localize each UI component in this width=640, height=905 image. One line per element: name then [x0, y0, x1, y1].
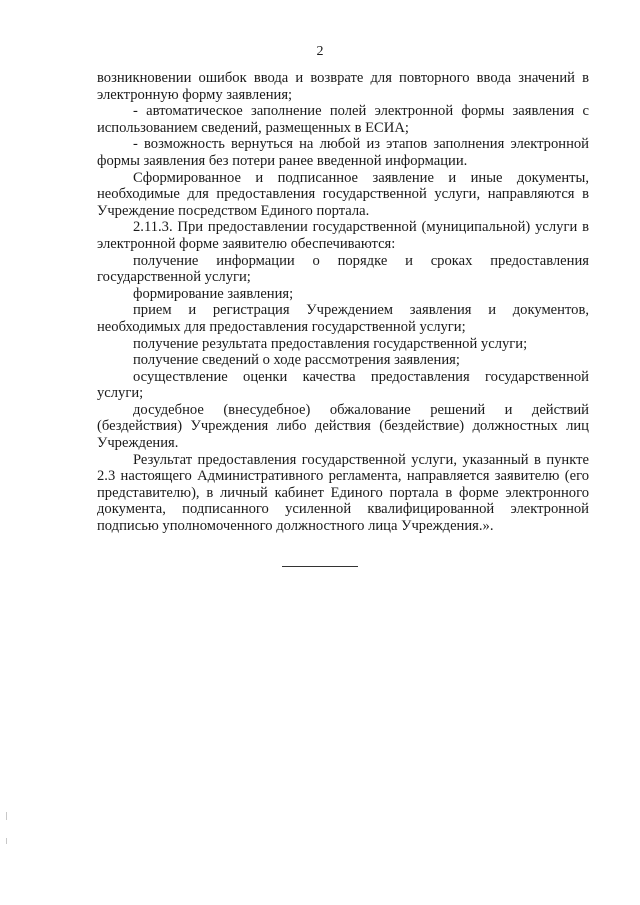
paragraph-result-delivery: Результат предоставления государственной услуги, указанный в пункте 2.3 настоящего Административного регламента, направляется заявителю (его представителю), в личный кабинет Единого портала в форме электронного документа, подписанного усиленной квалифицированной электронной подписью уполномоченного должностного лица Учреждения.».	[97, 451, 589, 535]
scan-margin-mark	[6, 838, 7, 844]
paragraph-submission: Сформированное и подписанное заявление и иные документы, необходимые для предоставления государственной услуги, направляются в Учреждение посредством Единого портала.	[97, 169, 589, 219]
list-item-appeal: досудебное (внесудебное) обжалование решений и действий (бездействия) Учреждения либо действия (бездействие) должностных лиц Учреждения.	[97, 401, 589, 452]
paragraph-return-to-step: - возможность вернуться на любой из этапов заполнения электронной формы заявления без потери ранее введенной информации.	[97, 136, 589, 169]
list-item-status: получение сведений о ходе рассмотрения заявления;	[133, 352, 460, 369]
paragraph-section-2-11-3: 2.11.3. При предоставлении государственной (муниципальной) услуги в электронной форме заявителю обеспечиваются:	[97, 219, 589, 252]
paragraph-autofill-esia: - автоматическое заполнение полей электронной формы заявления с использованием сведений, размещенных в ЕСИА;	[97, 103, 589, 136]
paragraph-input-errors: возникновении ошибок ввода и возврате для повторного ввода значений в электронную форму заявления;	[97, 70, 589, 103]
list-item-quality: осуществление оценки качества предоставления государственной услуги;	[97, 368, 589, 402]
list-item-info: получение информации о порядке и сроках предоставления государственной услуги;	[97, 252, 589, 286]
list-item-form: формирование заявления;	[133, 285, 294, 302]
list-item-registration: прием и регистрация Учреждением заявления и документов, необходимых для предоставления государственной услуги;	[97, 302, 589, 335]
document-body	[97, 70, 589, 535]
closing-separator-line	[282, 566, 358, 567]
list-item-result: получение результата предоставления государственной услуги;	[133, 335, 528, 352]
page-number: 2	[316, 44, 324, 59]
scan-margin-mark	[6, 812, 7, 820]
